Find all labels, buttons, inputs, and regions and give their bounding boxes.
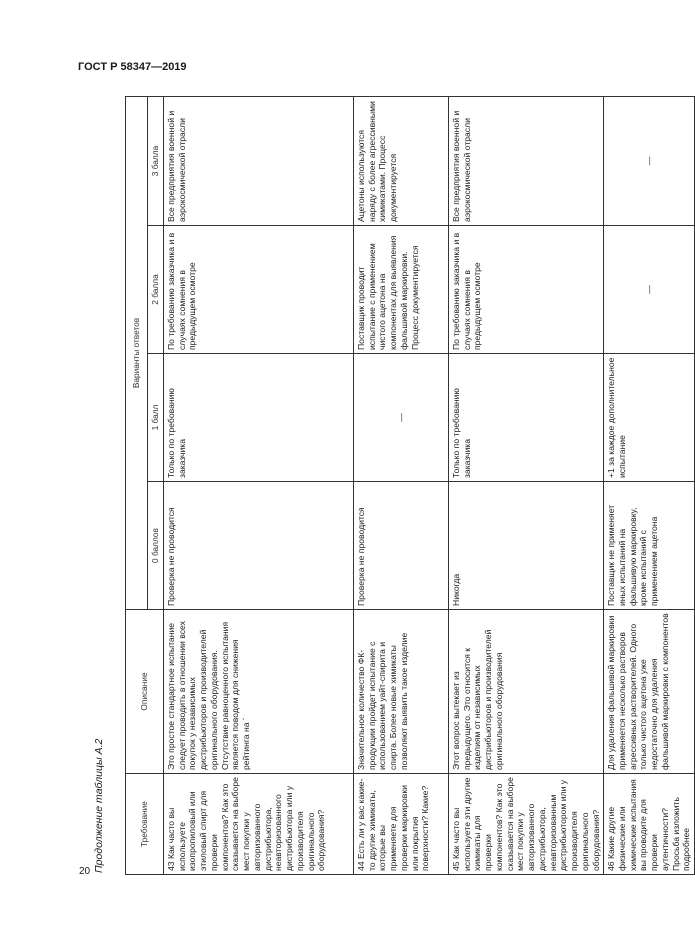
table-row [449,96,604,874]
header-score-0: 0 баллов [148,482,164,610]
table-row [354,96,449,874]
table-row [604,96,695,874]
cell-score-0: Проверка не проводится [354,482,449,610]
rotated-table-block [93,97,692,875]
header-description: Описание [126,610,164,774]
cell-score-0: Никогда [449,482,604,610]
header-requirement: Требование [126,774,164,875]
cell-score-2: По требованию заказчика и в случаях сомнения в предыдущем осмотре [164,226,354,354]
requirements-table [125,96,695,875]
cell-score-1: +1 за каждое дополнительное испытание [604,354,695,482]
cell-description: Это простое стандартное испытание следует проводить в отношении всех покупок у независимых дистрибьюторов и производителей оригинального оборудования. Отсутствие равноценного испытания является поводом для снижения рейтинга на ´ [164,610,354,774]
cell-description: Для удаления фальшивой маркировки применяется несколько растворов агрессивных растворителей. Одного только чистого ацетона уже недостаточно для удаления фальшивой маркировки с компонентов [604,610,695,774]
header-score-3: 3 балла [148,96,164,225]
cell-score-2: По требованию заказчика и в случаях сомнения в предыдущем осмотре [449,226,604,354]
cell-score-1: — [354,354,449,482]
cell-score-2: — [604,226,695,354]
table-caption: Продолжение таблицы А.2 [93,738,105,873]
cell-score-1: Только по требованию заказчика [164,354,354,482]
cell-requirement: 43 Как часто вы используете изопропиловый или этиловый спирт для проверки компонентов? Как это сказывается на выборе мест покупки у авторизованного дистрибьютора, неавторизованного дистрибьютора или у производителя оригинального оборудования? [164,774,354,875]
cell-score-0: Поставщик не применяет иных испытаний на фальшивую маркировку, кроме испытаний с применением ацетона [604,482,695,610]
cell-requirement: 45 Как часто вы используете эти другие химикаты для проверки компонентов? Как это сказывается на выборе мест покупки у авторизованного дистрибьютора, неавторизованным дистрибьютором или у производителя оригинального оборудования? [449,774,604,875]
header-score-2: 2 балла [148,226,164,354]
standard-header: ГОСТ Р 58347—2019 [78,61,187,73]
page-number: 20 [79,866,91,877]
header-score-1: 1 балл [148,354,164,482]
cell-score-1: Только по требованию заказчика [449,354,604,482]
cell-score-3: — [604,96,695,225]
header-answers-group: Варианты ответов [126,96,148,609]
cell-score-3: Все предприятия военной и аэрокосмической отрасли [449,96,604,225]
header-row [126,96,148,874]
cell-score-3: Все предприятия военной и аэрокосмической отрасли [164,96,354,225]
cell-requirement: 44 Есть ли у вас какие-то другие химикаты, которые вы применяете для проверки маркировки или покрытия поверхности? Какие? [354,774,449,875]
cell-description: Значительное количество ФК-продукции пройдет испытание с использованием уайт-спирита и спирта. Более новые химикаты позволяют выявить такое изделие [354,610,449,774]
cell-score-0: Проверка не проводится [164,482,354,610]
cell-requirement: 46 Какие другие физические или химические испытания вы проводите для проверки аутентичности? Просьба изложить подробнее [604,774,695,875]
cell-description: Этот вопрос вытекает из предыдущего. Это относится к изделиям от независимых дистрибьюторов и производителей оригинального оборудования [449,610,604,774]
table-row [164,96,354,874]
cell-score-3: Ацетоны используются наряду с более агрессивными химикатами. Процесс документируется [354,96,449,225]
cell-score-2: Поставщик проводит испытание с применением чистого ацетона на компонентах для выявления фальшивой маркировки. Процесс документируется [354,226,449,354]
